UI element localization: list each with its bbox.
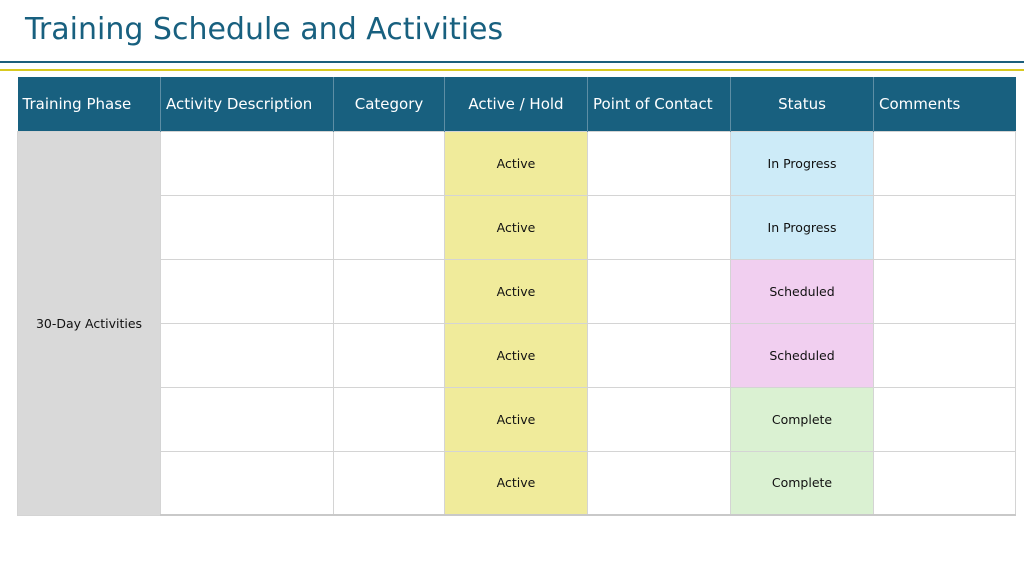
point-of-contact-cell[interactable]: [588, 387, 731, 451]
active-hold-cell[interactable]: Active: [445, 451, 588, 515]
comments-cell[interactable]: [874, 323, 1016, 387]
category-cell[interactable]: [334, 387, 445, 451]
comments-cell[interactable]: [874, 131, 1016, 195]
comments-cell[interactable]: [874, 259, 1016, 323]
active-hold-cell[interactable]: Active: [445, 259, 588, 323]
schedule-table: [17, 77, 1016, 516]
activity-description-cell[interactable]: [161, 259, 334, 323]
category-cell[interactable]: [334, 195, 445, 259]
column-header-active-hold: Active / Hold: [445, 77, 588, 131]
status-cell[interactable]: Scheduled: [731, 323, 874, 387]
title-rule-dark: [0, 61, 1024, 63]
page-title: Training Schedule and Activities: [25, 12, 504, 47]
activity-description-cell[interactable]: [161, 323, 334, 387]
comments-cell[interactable]: [874, 195, 1016, 259]
activity-description-cell[interactable]: [161, 387, 334, 451]
active-hold-cell[interactable]: Active: [445, 131, 588, 195]
status-cell[interactable]: In Progress: [731, 131, 874, 195]
column-header-comments: Comments: [874, 77, 1016, 131]
point-of-contact-cell[interactable]: [588, 131, 731, 195]
status-cell[interactable]: In Progress: [731, 195, 874, 259]
column-header-category: Category: [334, 77, 445, 131]
status-cell[interactable]: Complete: [731, 387, 874, 451]
column-header-training-phase: Training Phase: [18, 77, 161, 131]
comments-cell[interactable]: [874, 387, 1016, 451]
column-header-status: Status: [731, 77, 874, 131]
table-row: [18, 323, 1016, 387]
training-phase-cell[interactable]: 30-Day Activities: [18, 131, 161, 515]
activity-description-cell[interactable]: [161, 451, 334, 515]
category-cell[interactable]: [334, 131, 445, 195]
table-row: [18, 259, 1016, 323]
active-hold-cell[interactable]: Active: [445, 323, 588, 387]
table-row: [18, 451, 1016, 515]
column-header-point-of-contact: Point of Contact: [588, 77, 731, 131]
table-row: [18, 131, 1016, 195]
category-cell[interactable]: [334, 323, 445, 387]
activity-description-cell[interactable]: [161, 195, 334, 259]
comments-cell[interactable]: [874, 451, 1016, 515]
point-of-contact-cell[interactable]: [588, 451, 731, 515]
table-row: [18, 195, 1016, 259]
active-hold-cell[interactable]: Active: [445, 387, 588, 451]
point-of-contact-cell[interactable]: [588, 323, 731, 387]
title-rule-yellow: [0, 69, 1024, 71]
table-row: [18, 387, 1016, 451]
active-hold-cell[interactable]: Active: [445, 195, 588, 259]
category-cell[interactable]: [334, 451, 445, 515]
point-of-contact-cell[interactable]: [588, 259, 731, 323]
table-header-row: [18, 77, 1016, 131]
status-cell[interactable]: Scheduled: [731, 259, 874, 323]
status-cell[interactable]: Complete: [731, 451, 874, 515]
category-cell[interactable]: [334, 259, 445, 323]
point-of-contact-cell[interactable]: [588, 195, 731, 259]
column-header-activity-description: Activity Description: [161, 77, 334, 131]
activity-description-cell[interactable]: [161, 131, 334, 195]
